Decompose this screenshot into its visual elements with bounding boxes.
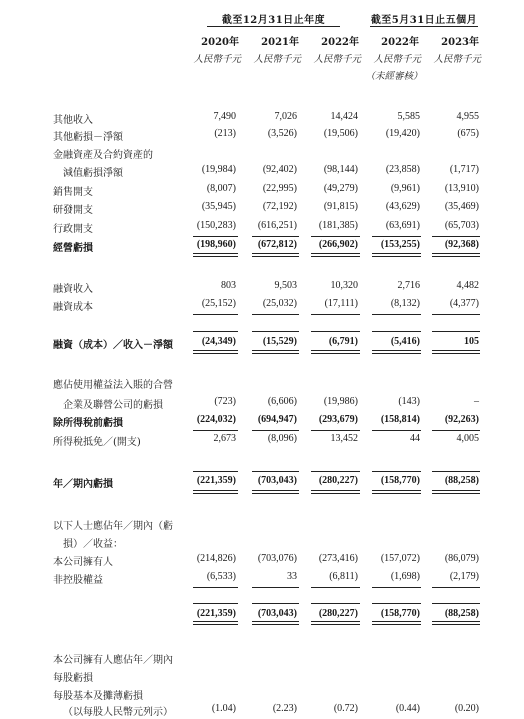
table-row: [0, 433, 524, 447]
cell-value: (0.20): [454, 703, 479, 714]
total-rule: [311, 253, 360, 254]
subtotal-rule: [252, 314, 299, 315]
cell-value: (293,679): [318, 414, 358, 425]
row-label: 非控股權益: [53, 575, 103, 586]
cell-value: (694,947): [257, 414, 297, 425]
cell-value: (6,811): [329, 571, 358, 582]
table-row: [0, 280, 524, 294]
total-rule: [372, 490, 421, 491]
total-rule: [432, 353, 480, 354]
subtotal-rule: [252, 236, 299, 237]
total-rule: [193, 253, 238, 254]
row-label: 每股基本及攤薄虧損: [53, 691, 143, 702]
subtotal-rule: [193, 587, 238, 588]
subtotal-rule: [311, 236, 360, 237]
cell-value: 9,503: [274, 280, 297, 291]
year-header-2020: 2020年: [201, 37, 239, 48]
subtotal-rule: [432, 314, 480, 315]
total-rule: [432, 493, 480, 494]
total-rule: [372, 353, 421, 354]
total-rule: [252, 353, 299, 354]
row-label: 融資收入: [53, 284, 93, 295]
cell-value: (6,533): [206, 571, 236, 582]
cell-value: (23,858): [385, 164, 420, 175]
table-row: [0, 336, 524, 350]
cell-value: (22,995): [262, 183, 297, 194]
cell-value: (35,469): [444, 201, 479, 212]
total-rule: [372, 350, 421, 351]
table-row: [0, 703, 524, 717]
cell-value: (19,984): [201, 164, 236, 175]
total-rule: [432, 253, 480, 254]
cell-value: (25,032): [262, 298, 297, 309]
total-rule: [252, 253, 299, 254]
cell-value: (150,283): [196, 220, 236, 231]
cell-value: (703,043): [257, 475, 297, 486]
total-rule: [372, 493, 421, 494]
table-row: [0, 111, 524, 125]
cell-value: (25,152): [201, 298, 236, 309]
cell-value: (17,111): [324, 298, 358, 309]
subtotal-rule: [372, 471, 421, 472]
cell-value: (6,791): [328, 336, 358, 347]
cell-value: (675): [457, 128, 479, 139]
cell-value: (213): [214, 128, 236, 139]
total-rule: [252, 621, 299, 622]
total-rule: [193, 624, 238, 625]
cell-value: (221,359): [196, 608, 236, 619]
cell-value: (88,258): [444, 608, 479, 619]
subtotal-rule: [311, 603, 360, 604]
row-label: 應佔使用權益法入賬的合營: [53, 380, 173, 391]
subtotal-rule: [432, 430, 480, 431]
unit-header-2022-5m: 人民幣千元: [373, 54, 421, 65]
cell-value: (214,826): [196, 553, 236, 564]
row-label: 減值虧損淨額: [63, 168, 123, 179]
cell-value: (92,263): [444, 414, 479, 425]
table-row: [0, 164, 524, 178]
subtotal-rule: [372, 314, 421, 315]
subtotal-rule: [432, 331, 480, 332]
subtotal-rule: [311, 471, 360, 472]
cell-value: (88,258): [444, 475, 479, 486]
total-rule: [252, 256, 299, 257]
cell-value: (9,961): [390, 183, 420, 194]
row-label: 經營虧損: [53, 243, 93, 254]
total-rule: [193, 493, 238, 494]
cell-value: (92,402): [262, 164, 297, 175]
cell-value: 5,585: [397, 111, 420, 122]
table-row: [0, 517, 524, 531]
row-label: 其他虧損－淨額: [53, 132, 123, 143]
cell-value: (98,144): [323, 164, 358, 175]
cell-value: (2.23): [272, 703, 297, 714]
cell-value: (43,629): [385, 201, 420, 212]
cell-value: 33: [287, 571, 297, 582]
subtotal-rule: [252, 471, 299, 472]
cell-value: (158,770): [380, 608, 420, 619]
total-rule: [193, 490, 238, 491]
table-row: [0, 146, 524, 160]
total-rule: [252, 493, 299, 494]
cell-value: 803: [221, 280, 236, 291]
subtotal-rule: [193, 471, 238, 472]
cell-value: (1,698): [390, 571, 420, 582]
year-header-2022: 2022年: [321, 37, 359, 48]
total-rule: [193, 621, 238, 622]
row-label: 除所得稅前虧損: [53, 418, 123, 429]
total-rule: [311, 624, 360, 625]
row-label: 融資成本: [53, 302, 93, 313]
subtotal-rule: [193, 314, 238, 315]
cell-value: 4,005: [456, 433, 479, 444]
cell-value: (198,960): [196, 239, 236, 250]
row-label: 本公司擁有人應佔年／期內: [53, 655, 173, 666]
cell-value: (13,910): [444, 183, 479, 194]
table-row: [0, 414, 524, 428]
group-header-fiscal-year: 截至12月31日止年度: [207, 11, 340, 27]
subtotal-rule: [372, 603, 421, 604]
unit-header-2022: 人民幣千元: [313, 54, 361, 65]
total-rule: [372, 253, 421, 254]
table-row: [0, 396, 524, 410]
cell-value: (1.04): [211, 703, 236, 714]
row-label: 銷售開支: [53, 187, 93, 198]
cell-value: 14,424: [330, 111, 358, 122]
cell-value: (0.44): [395, 703, 420, 714]
row-label: 行政開支: [53, 224, 93, 235]
subtotal-rule: [252, 603, 299, 604]
cell-value: (91,815): [323, 201, 358, 212]
cell-value: (221,359): [196, 475, 236, 486]
row-label: 金融資產及合約資產的: [53, 150, 153, 161]
cell-value: (92,368): [444, 239, 479, 250]
cell-value: (1,717): [449, 164, 479, 175]
cell-value: (24,349): [201, 336, 236, 347]
unit-header-2020: 人民幣千元: [193, 54, 241, 65]
total-rule: [432, 490, 480, 491]
subtotal-rule: [193, 236, 238, 237]
cell-value: (63,691): [385, 220, 420, 231]
subtotal-rule: [432, 587, 480, 588]
table-row: [0, 475, 524, 489]
cell-value: (723): [214, 396, 236, 407]
subtotal-rule: [193, 430, 238, 431]
cell-value: (15,529): [262, 336, 297, 347]
total-rule: [432, 256, 480, 257]
cell-value: 2,673: [213, 433, 236, 444]
subtotal-rule: [311, 587, 360, 588]
row-label: 融資（成本）／收入－淨額: [53, 340, 173, 351]
cell-value: 13,452: [330, 433, 358, 444]
total-rule: [311, 256, 360, 257]
cell-value: 10,320: [330, 280, 358, 291]
total-rule: [311, 621, 360, 622]
cell-value: 7,490: [213, 111, 236, 122]
table-row: [0, 651, 524, 665]
subtotal-rule: [252, 430, 299, 431]
year-header-2023-5m: 2023年: [441, 37, 479, 48]
table-row: [0, 128, 524, 142]
table-row: [0, 201, 524, 215]
cell-value: (157,072): [380, 553, 420, 564]
table-row: [0, 239, 524, 253]
cell-value: 4,955: [456, 111, 479, 122]
cell-value: (35,945): [201, 201, 236, 212]
year-header-2021: 2021年: [261, 37, 299, 48]
row-label: 每股虧損: [53, 673, 93, 684]
total-rule: [372, 621, 421, 622]
total-rule: [311, 353, 360, 354]
cell-value: (6,606): [267, 396, 297, 407]
cell-value: 105: [464, 336, 479, 347]
table-row: [0, 687, 524, 701]
cell-value: (703,043): [257, 608, 297, 619]
subtotal-rule: [372, 236, 421, 237]
row-label: 企業及聯營公司的虧損: [63, 400, 163, 411]
cell-value: –: [474, 396, 479, 407]
cell-value: (5,416): [390, 336, 420, 347]
table-row: [0, 183, 524, 197]
total-rule: [193, 350, 238, 351]
table-row: [0, 553, 524, 567]
cell-value: 7,026: [274, 111, 297, 122]
total-rule: [432, 621, 480, 622]
row-label: 以下人士應佔年／期內（虧: [53, 521, 173, 532]
row-label: 損）／收益：: [63, 539, 123, 550]
cell-value: (280,227): [318, 475, 358, 486]
cell-value: (8,096): [267, 433, 297, 444]
subtotal-rule: [372, 331, 421, 332]
total-rule: [432, 624, 480, 625]
cell-value: (72,192): [262, 201, 297, 212]
total-rule: [252, 624, 299, 625]
cell-value: (672,812): [257, 239, 297, 250]
table-row: [0, 669, 524, 683]
cell-value: (86,079): [444, 553, 479, 564]
cell-value: (19,506): [323, 128, 358, 139]
cell-value: (616,251): [257, 220, 297, 231]
subtotal-rule: [311, 430, 360, 431]
table-row: [0, 535, 524, 549]
cell-value: (3,526): [267, 128, 297, 139]
cell-value: (0.72): [333, 703, 358, 714]
cell-value: (158,814): [380, 414, 420, 425]
group-header-five-months: 截至5月31日止五個月: [370, 11, 478, 27]
subtotal-rule: [432, 471, 480, 472]
cell-value: (703,076): [257, 553, 297, 564]
cell-value: (49,279): [323, 183, 358, 194]
total-rule: [311, 493, 360, 494]
cell-value: (19,986): [323, 396, 358, 407]
total-rule: [372, 256, 421, 257]
subtotal-rule: [311, 331, 360, 332]
subtotal-rule: [193, 603, 238, 604]
row-label: 本公司擁有人: [53, 557, 113, 568]
cell-value: (266,902): [318, 239, 358, 250]
table-row: [0, 298, 524, 312]
subtotal-rule: [193, 331, 238, 332]
year-header-2022-5m: 2022年: [381, 37, 419, 48]
row-label: 研發開支: [53, 205, 93, 216]
table-row: [0, 220, 524, 234]
table-row: [0, 571, 524, 585]
total-rule: [193, 353, 238, 354]
cell-value: (224,032): [196, 414, 236, 425]
total-rule: [311, 490, 360, 491]
table-row: [0, 608, 524, 622]
cell-value: (273,416): [318, 553, 358, 564]
total-rule: [252, 350, 299, 351]
subtotal-rule: [432, 603, 480, 604]
cell-value: (65,703): [444, 220, 479, 231]
cell-value: (181,385): [318, 220, 358, 231]
cell-value: 2,716: [397, 280, 420, 291]
cell-value: 4,482: [456, 280, 479, 291]
total-rule: [432, 350, 480, 351]
row-label: 其他收入: [53, 115, 93, 126]
row-label: 所得稅抵免／(開支): [53, 437, 141, 448]
cell-value: (280,227): [318, 608, 358, 619]
subtotal-rule: [372, 587, 421, 588]
cell-value: (2,179): [449, 571, 479, 582]
cell-value: (8,007): [206, 183, 236, 194]
subtotal-rule: [372, 430, 421, 431]
cell-value: 44: [410, 433, 420, 444]
cell-value: (158,770): [380, 475, 420, 486]
cell-value: (143): [398, 396, 420, 407]
unaudited-note: （未經審核）: [365, 71, 423, 82]
cell-value: (153,255): [380, 239, 420, 250]
row-label: （以每股人民幣元列示）: [63, 707, 173, 718]
unit-header-2021: 人民幣千元: [253, 54, 301, 65]
total-rule: [372, 624, 421, 625]
subtotal-rule: [252, 331, 299, 332]
cell-value: (19,420): [385, 128, 420, 139]
table-row: [0, 376, 524, 390]
unit-header-2023-5m: 人民幣千元: [433, 54, 481, 65]
total-rule: [252, 490, 299, 491]
cell-value: (4,377): [449, 298, 479, 309]
total-rule: [193, 256, 238, 257]
cell-value: (8,132): [390, 298, 420, 309]
total-rule: [311, 350, 360, 351]
subtotal-rule: [311, 314, 360, 315]
subtotal-rule: [252, 587, 299, 588]
row-label: 年／期內虧損: [53, 479, 113, 490]
subtotal-rule: [432, 236, 480, 237]
